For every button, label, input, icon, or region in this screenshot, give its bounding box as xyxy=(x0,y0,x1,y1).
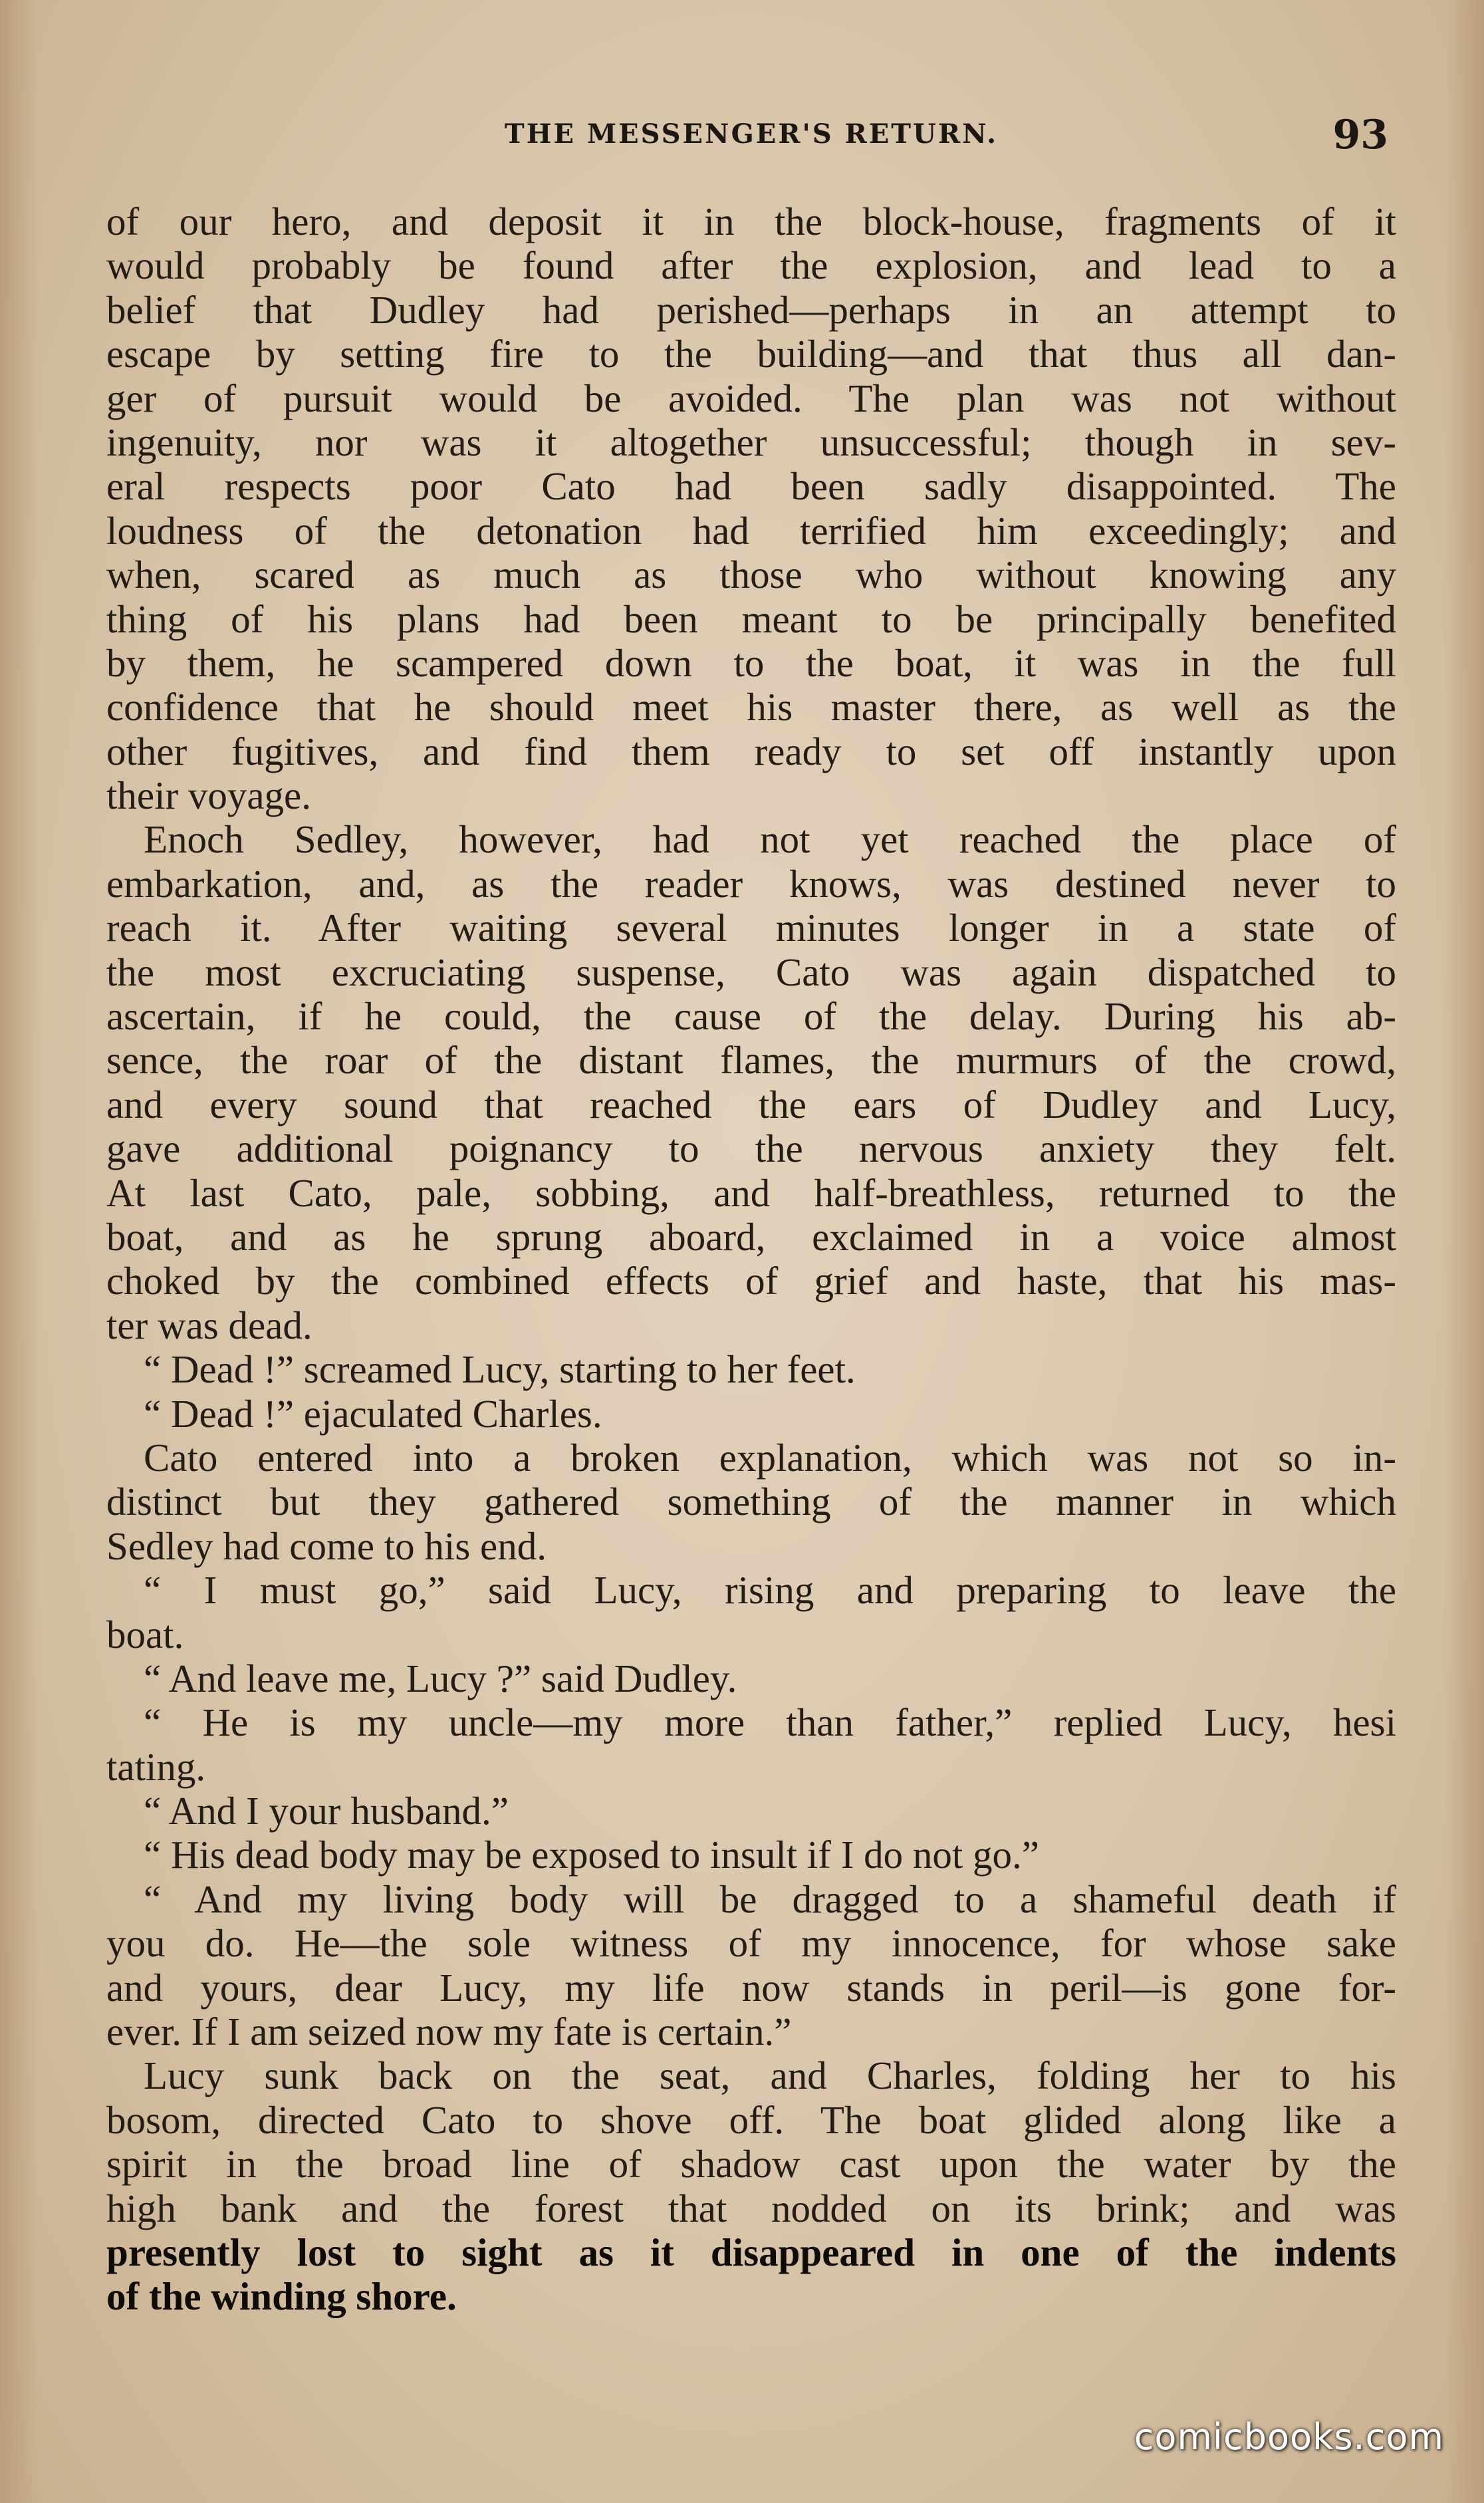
text-line: would probably be found after the explosion, and lead to a xyxy=(106,243,1396,288)
text-line: choked by the combined effects of grief and haste, that his mas- xyxy=(106,1259,1396,1303)
text-line: and yours, dear Lucy, my life now stands in peril—is gone for- xyxy=(106,1965,1396,2010)
text-line: spirit in the broad line of shadow cast upon the water by the xyxy=(106,2142,1396,2186)
text-line: ingenuity, nor was it altogether unsuccessful; though in sev- xyxy=(106,420,1396,464)
page-number: 93 xyxy=(1332,112,1388,158)
text-line: loudness of the detonation had terrified him exceedingly; and xyxy=(106,508,1396,553)
text-line: embarkation, and, as the reader knows, was destined never to xyxy=(106,861,1396,906)
text-line: distinct but they gathered something of the manner in which xyxy=(106,1480,1396,1524)
text-line: high bank and the forest that nodded on its brink; and was xyxy=(106,2186,1396,2230)
text-line: of the winding shore. xyxy=(106,2274,457,2319)
text-line: confidence that he should meet his master there, as well as the xyxy=(106,685,1396,729)
text-line: presently lost to sight as it disappeared in one of the indents xyxy=(106,2230,1396,2274)
text-line: ter was dead. xyxy=(106,1303,312,1347)
text-line: Enoch Sedley, however, had not yet reached the place of xyxy=(144,817,1396,862)
text-line: boat. xyxy=(106,1612,184,1656)
text-line: thing of his plans had been meant to be principally benefited xyxy=(106,596,1396,641)
text-line: the most excruciating suspense, Cato was again dispatched to xyxy=(106,950,1396,994)
text-line: belief that Dudley had perished—perhaps in an attempt to xyxy=(106,287,1396,332)
running-title: THE MESSENGER'S RETURN. xyxy=(504,118,999,150)
page-edge-shadow-left xyxy=(0,0,40,2503)
text-line: Cato entered into a broken explanation, which was not so in- xyxy=(144,1435,1396,1480)
text-line: “ And my living body will be dragged to a shameful death if xyxy=(144,1877,1396,1921)
text-line: by them, he scampered down to the boat, it was in the full xyxy=(106,640,1396,685)
body-text xyxy=(106,199,1396,2319)
text-line: other fugitives, and find them ready to set off instantly upon xyxy=(106,729,1396,773)
text-line: “ His dead body may be exposed to insult if I do not go.” xyxy=(144,1833,1039,1877)
text-line: “ And I your husband.” xyxy=(144,1789,509,1833)
text-line: boat, and as he sprung aboard, exclaimed in a voice almost xyxy=(106,1214,1396,1259)
page-edge-shadow-right xyxy=(1444,0,1484,2503)
text-line: Lucy sunk back on the seat, and Charles, folding her to his xyxy=(144,2053,1396,2098)
text-line: their voyage. xyxy=(106,773,311,818)
text-line: when, scared as much as those who without knowing any xyxy=(106,553,1396,597)
text-line: bosom, directed Cato to shove off. The boat glided along like a xyxy=(106,2097,1396,2142)
text-line: escape by setting fire to the building—and that thus all dan- xyxy=(106,332,1396,376)
text-line: ger of pursuit would be avoided. The plan was not without xyxy=(106,376,1396,420)
watermark-text: comicbooks.com xyxy=(1134,2416,1444,2458)
text-line: gave additional poignancy to the nervous anxiety they felt. xyxy=(106,1126,1396,1171)
text-line: At last Cato, pale, sobbing, and half-breathless, returned to the xyxy=(106,1170,1396,1215)
text-line: “ And leave me, Lucy ?” said Dudley. xyxy=(144,1656,737,1700)
text-line: ascertain, if he could, the cause of the delay. During his ab- xyxy=(106,994,1396,1039)
text-line: “ He is my uncle—my more than father,” replied Lucy, hesi xyxy=(144,1700,1396,1745)
running-head xyxy=(106,113,1396,166)
text-line: “ I must go,” said Lucy, rising and preparing to leave the xyxy=(144,1568,1396,1613)
text-line: you do. He—the sole witness of my innocence, for whose sake xyxy=(106,1921,1396,1966)
text-line: reach it. After waiting several minutes longer in a state of xyxy=(106,906,1396,950)
text-line: of our hero, and deposit it in the block-house, fragments of it xyxy=(106,199,1396,243)
text-line: “ Dead !” ejaculated Charles. xyxy=(144,1391,602,1436)
text-line: and every sound that reached the ears of Dudley and Lucy, xyxy=(106,1082,1396,1126)
text-line: ever. If I am seized now my fate is certain.” xyxy=(106,2010,792,2054)
text-line: “ Dead !” screamed Lucy, starting to her feet. xyxy=(144,1347,856,1392)
text-line: Sedley had come to his end. xyxy=(106,1523,547,1568)
text-line: tating. xyxy=(106,1744,206,1789)
text-line: sence, the roar of the distant flames, the murmurs of the crowd, xyxy=(106,1038,1396,1083)
text-line: eral respects poor Cato had been sadly disappointed. The xyxy=(106,464,1396,509)
